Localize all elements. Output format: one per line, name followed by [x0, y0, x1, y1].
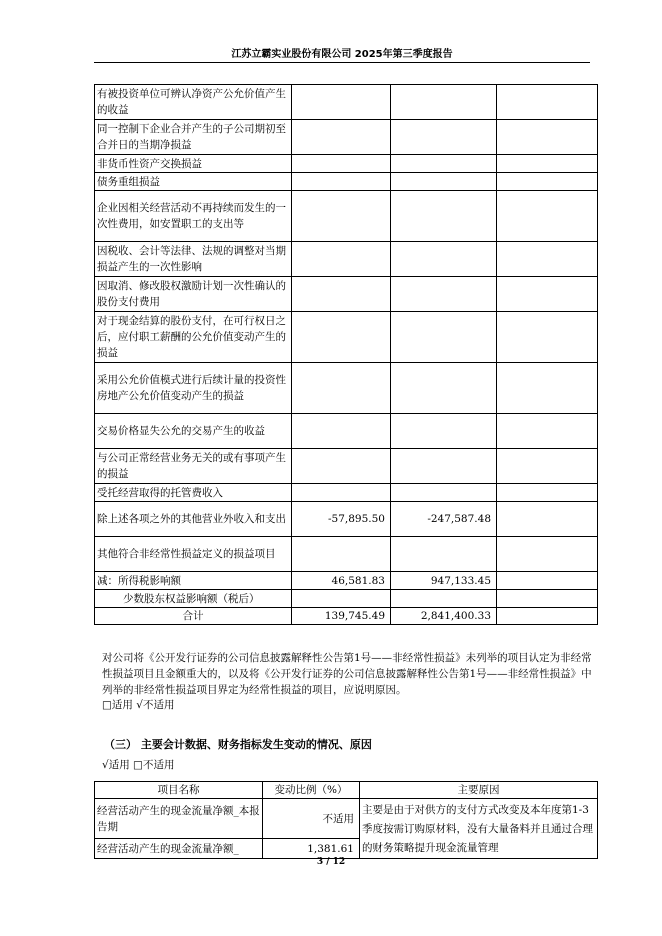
- row-label: 因税收、会计等法律、法规的调整对当期损益产生的一次性影响: [95, 242, 292, 277]
- row-value-v3: [497, 572, 598, 590]
- row-label: 企业因相关经营活动不再持续而发生的一次性费用，如安置职工的支出等: [95, 191, 292, 242]
- row-value-v2: [391, 449, 497, 484]
- applicability-check-2: √适用 □不适用: [102, 759, 175, 771]
- row-value-v2: [391, 414, 497, 449]
- row-value-v1: 46,581.83: [292, 572, 391, 590]
- header-divider: [94, 62, 590, 63]
- table-row: [95, 608, 598, 625]
- row-value-v3: [497, 312, 598, 363]
- row-value-v1: [292, 85, 391, 120]
- row-label: 对于现金结算的股份支付，在可行权日之后，应付职工薪酬的公允价值变动产生的损益: [95, 312, 292, 363]
- row-change-ratio: 1,381.61: [263, 839, 360, 859]
- row-label: 其他符合非经常性损益定义的损益项目: [95, 537, 292, 572]
- row-main-reason: 主要是由于对供方的支付方式改变及本年度第1-3季度按需订购原材料，没有大量备料并且通过合理的财务策略提升现金流量管理: [360, 799, 598, 859]
- row-value-v2: [391, 120, 497, 155]
- row-value-v2: 947,133.45: [391, 572, 497, 590]
- non-recurring-gains-table: [94, 84, 598, 625]
- row-value-v3: [497, 173, 598, 191]
- row-change-ratio: 不适用: [263, 799, 360, 839]
- row-label: 与公司正常经营业务无关的或有事项产生的损益: [95, 449, 292, 484]
- row-value-v1: [292, 590, 391, 608]
- applicability-check-1: □适用 √不适用: [102, 699, 175, 711]
- document-header: 江苏立霸实业股份有限公司 2025年第三季度报告: [231, 49, 453, 60]
- table-row: [95, 449, 598, 484]
- row-value-v1: [292, 120, 391, 155]
- table-row: [95, 85, 598, 120]
- row-value-v3: [497, 414, 598, 449]
- row-value-v2: [391, 173, 497, 191]
- row-value-v2: [391, 363, 497, 414]
- row-value-v3: [497, 590, 598, 608]
- row-value-v3: [497, 502, 598, 537]
- row-label: 除上述各项之外的其他营业外收入和支出: [95, 502, 292, 537]
- row-value-v1: [292, 414, 391, 449]
- row-value-v3: [497, 85, 598, 120]
- table-row: [95, 502, 598, 537]
- row-value-v3: [497, 242, 598, 277]
- page-number: 3 / 12: [316, 857, 346, 867]
- row-value-v2: [391, 484, 497, 502]
- row-value-v1: [292, 484, 391, 502]
- row-value-v2: [391, 312, 497, 363]
- table-row: [95, 484, 598, 502]
- row-value-v2: [391, 155, 497, 173]
- header-main-reason: 主要原因: [360, 782, 598, 799]
- row-label: 减：所得税影响额: [95, 572, 292, 590]
- table-row: [95, 155, 598, 173]
- row-value-v1: [292, 312, 391, 363]
- row-value-v3: [497, 191, 598, 242]
- row-value-v2: -247,587.48: [391, 502, 497, 537]
- row-value-v3: [497, 608, 598, 625]
- row-value-v3: [497, 155, 598, 173]
- row-value-v3: [497, 537, 598, 572]
- row-value-v2: 2,841,400.33: [391, 608, 497, 625]
- section-title: （三） 主要会计数据、财务指标发生变动的情况、原因: [104, 738, 372, 751]
- row-label: 同一控制下企业合并产生的子公司期初至合并日的当期净损益: [95, 120, 292, 155]
- row-value-v2: [391, 191, 497, 242]
- explanation-paragraph: 对公司将《公开发行证券的公司信息披露解释性公告第1号——非经常性损益》未列举的项目认定为非经常性损益项目且金额重大的，以及将《公开发行证券的公司信息披露解释性公告第1号——非经常性损益》中列举的非经常性损益项目界定为经常性损益的项目，应说明原因。: [102, 652, 592, 696]
- row-label: 少数股东权益影响额（税后）: [95, 590, 292, 608]
- row-item-name: 经营活动产生的现金流量净额_本报告期: [95, 799, 263, 839]
- row-value-v1: -57,895.50: [292, 502, 391, 537]
- row-label: 债务重组损益: [95, 173, 292, 191]
- row-value-v3: [497, 449, 598, 484]
- header-item-name: 项目名称: [95, 782, 263, 799]
- row-item-name: 经营活动产生的现金流量净额_: [95, 839, 263, 859]
- table-row: [95, 572, 598, 590]
- table-row: [95, 242, 598, 277]
- row-value-v1: [292, 277, 391, 312]
- row-label: 交易价格显失公允的交易产生的收益: [95, 414, 292, 449]
- row-label: 受托经营取得的托管费收入: [95, 484, 292, 502]
- row-label: 采用公允价值模式进行后续计量的投资性房地产公允价值变动产生的损益: [95, 363, 292, 414]
- table-row: [95, 363, 598, 414]
- row-value-v2: [391, 277, 497, 312]
- row-value-v3: [497, 363, 598, 414]
- table-row: [95, 120, 598, 155]
- change-reason-table: [94, 781, 598, 859]
- table-row: [95, 173, 598, 191]
- row-value-v1: [292, 242, 391, 277]
- row-value-v2: [391, 85, 497, 120]
- row-value-v1: [292, 173, 391, 191]
- row-value-v3: [497, 277, 598, 312]
- row-label: 合计: [95, 608, 292, 625]
- row-value-v3: [497, 120, 598, 155]
- row-value-v2: [391, 590, 497, 608]
- row-value-v1: [292, 363, 391, 414]
- table-row: [95, 414, 598, 449]
- table-row: [95, 277, 598, 312]
- row-label: 因取消、修改股权激励计划一次性确认的股份支付费用: [95, 277, 292, 312]
- row-value-v1: [292, 449, 391, 484]
- row-value-v2: [391, 242, 497, 277]
- row-value-v1: [292, 191, 391, 242]
- table-row: [95, 312, 598, 363]
- table-row: [95, 191, 598, 242]
- row-label: 非货币性资产交换损益: [95, 155, 292, 173]
- row-value-v1: 139,745.49: [292, 608, 391, 625]
- row-value-v2: [391, 537, 497, 572]
- row-value-v1: [292, 155, 391, 173]
- row-label: 有被投资单位可辨认净资产公允价值产生的收益: [95, 85, 292, 120]
- row-value-v3: [497, 484, 598, 502]
- row-value-v1: [292, 537, 391, 572]
- table-row: [95, 537, 598, 572]
- header-change-ratio: 变动比例（%）: [263, 782, 360, 799]
- table-row: [95, 590, 598, 608]
